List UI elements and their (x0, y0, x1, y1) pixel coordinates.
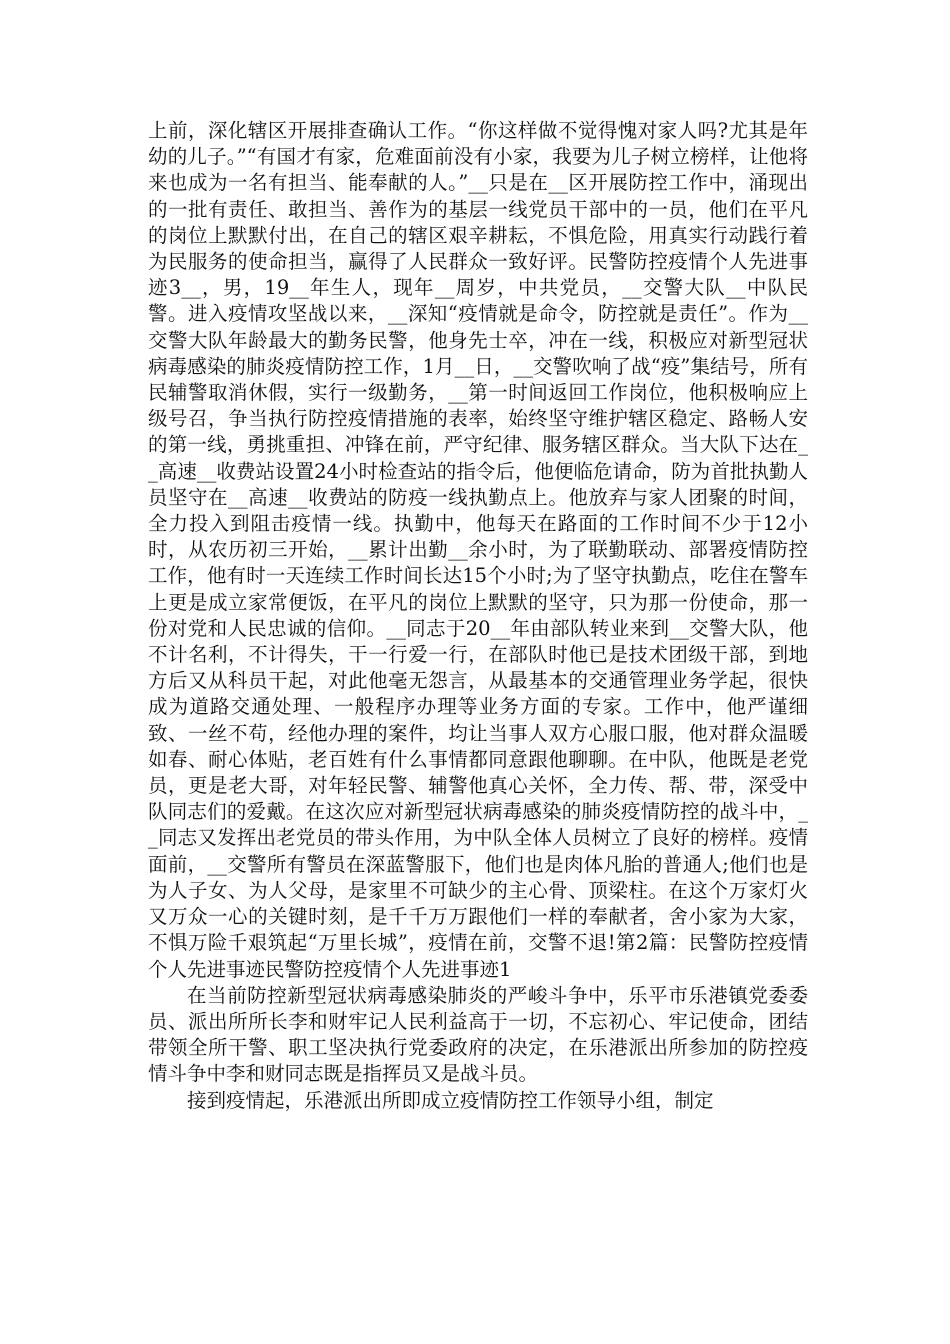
paragraph-1: 上前，深化辖区开展排查确认工作。“你这样做不觉得愧对家人吗?尤其是年幼的儿子。”“有国才有家，危难面前没有小家，我要为儿子树立榜样，让他将来也成为一名有担当、能奉献的人。”__只是在__区开展防控工作中，涌现出的一批有责任、敢担当、善作为的基层一线党员干部中的一员，他们在平凡的岗位上默默付出，在自己的辖区艰辛耕耘，不惧危险，用真实行动践行着为民服务的使命担当，赢得了人民群众一致好评。民警防控疫情个人先进事迹3__，男，19__年生人，现年__周岁，中共党员，__交警大队__中队民警。进入疫情攻坚战以来，__深知“疫情就是命令，防控就是责任”。作为__交警大队年龄最大的勤务民警，他身先士卒，冲在一线，积极应对新型冠状病毒感染的肺炎疫情防控工作，1月__日，__交警吹响了战“疫”集结号，所有民辅警取消休假，实行一级勤务，__第一时间返回工作岗位，他积极响应上级号召，争当执行防控疫情措施的表率，始终坚守维护辖区稳定、路畅人安的第一线，勇挑重担、冲锋在前，严守纪律、服务辖区群众。当大队下达在__高速__收费站设置24小时检查站的指令后，他便临危请命，防为首批执勤人员坚守在__高速__收费站的防疫一线执勤点上。他放弃与家人团聚的时间，全力投入到阻击疫情一线。执勤中，他每天在路面的工作时间不少于12小时，从农历初三开始，__累计出勤__余小时，为了联勤联动、部署疫情防控工作，他有时一天连续工作时间长达15个小时;为了坚守执勤点，吃住在警车上更是成立家常便饭，在平凡的岗位上默默的坚守，只为那一份使命，那一份对党和人民忠诚的信仰。__同志于20__年由部队转业来到__交警大队，他不计名利，不计得失，干一行爱一行，在部队时他已是技术团级干部，到地方后又从科员干起，对此他毫无怨言，从最基本的交通管理业务学起，很快成为道路交通处理、一般程序办理等业务方面的专家。工作中，他严谨细致、一丝不苟，经他办理的案件，均让当事人双方心服口服，他对群众温暖如春、耐心体贴，老百姓有什么事情都同意跟他聊聊。在中队，他既是老党员，更是老大哥，对年轻民警、辅警他真心关怀，全力传、帮、带，深受中队同志们的爱戴。在这次应对新型冠状病毒感染的肺炎疫情防控的战斗中，__同志又发挥出老党员的带头作用，为中队全体人员树立了良好的榜样。疫情面前，__交警所有警员在深蓝警服下，他们也是肉体凡胎的普通人;他们也是为人子女、为人父母，是家里不可缺少的主心骨、顶梁柱。在这个万家灯火又万众一心的关键时刻，是千千万万跟他们一样的奉献者，舍小家为大家，不惧万险千艰筑起“万里长城”，疫情在前，交警不退!第2篇：民警防控疫情个人先进事迹民警防控疫情个人先进事迹1 (148, 119, 808, 981)
document-body (148, 118, 808, 1114)
paragraph-2: 在当前防控新型冠状病毒感染肺炎的严峻斗争中，乐平市乐港镇党委委员、派出所所长李和财牢记人民利益高于一切，不忘初心、牢记使命，团结带领全所干警、职工坚决执行党委政府的决定，在乐港派出所参加的防控疫情斗争中李和财同志既是指挥员又是战斗员。 (148, 983, 808, 1086)
paragraph-3: 接到疫情起，乐港派出所即成立疫情防控工作领导小组，制定 (187, 1088, 714, 1112)
